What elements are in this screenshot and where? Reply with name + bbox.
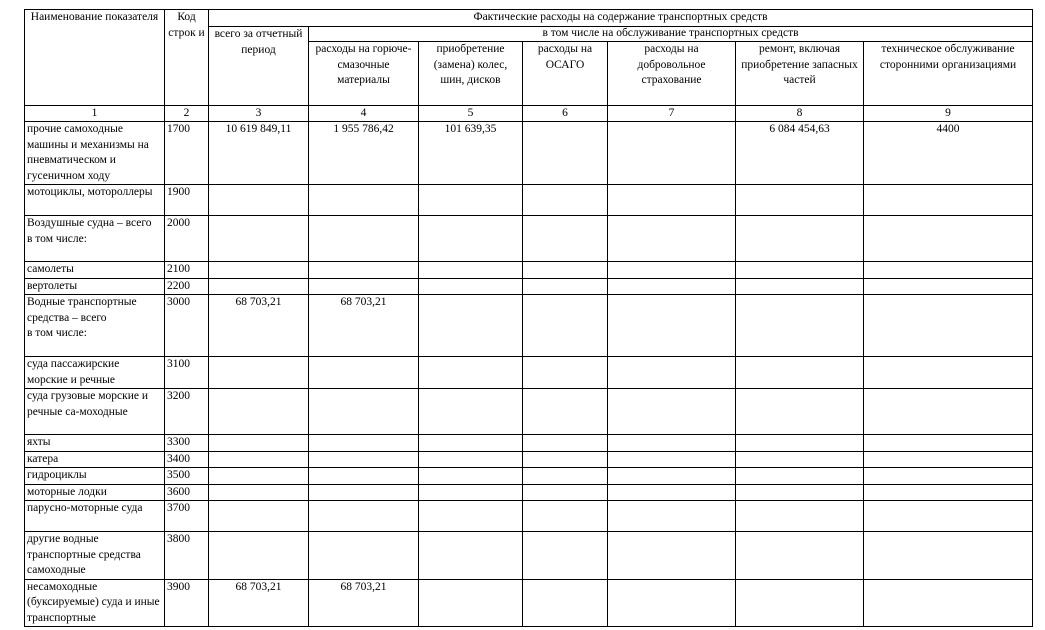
osago-cell: [523, 295, 608, 357]
row-name-cell: другие водные транспортные средства самоходные: [25, 532, 165, 580]
fuel-cell: [309, 262, 419, 279]
table-row: [25, 468, 1033, 485]
osago-cell: [523, 278, 608, 295]
osago-cell: [523, 484, 608, 501]
fuel-cell: [309, 389, 419, 435]
row-name-cell: моторные лодки: [25, 484, 165, 501]
row-code-cell: 3100: [165, 357, 209, 389]
total-cell: 10 619 849,11: [209, 122, 309, 185]
voluntary-cell: [608, 435, 736, 452]
repair-cell: [736, 262, 864, 279]
table-row: [25, 435, 1033, 452]
expenses-table: [24, 9, 1033, 627]
repair-cell: [736, 484, 864, 501]
table-row: [25, 501, 1033, 532]
repair-cell: [736, 501, 864, 532]
fuel-cell: [309, 501, 419, 532]
osago-cell: [523, 435, 608, 452]
voluntary-cell: [608, 389, 736, 435]
voluntary-cell: [608, 468, 736, 485]
total-cell: 68 703,21: [209, 579, 309, 627]
fuel-cell: [309, 484, 419, 501]
voluntary-cell: [608, 295, 736, 357]
wheels-cell: [419, 262, 523, 279]
fuel-cell: [309, 532, 419, 580]
header-wheels-tires: приобретение (замена) колес, шин, дисков: [419, 42, 523, 106]
repair-cell: [736, 278, 864, 295]
row-code-cell: 3700: [165, 501, 209, 532]
total-cell: [209, 357, 309, 389]
voluntary-cell: [608, 262, 736, 279]
wheels-cell: [419, 451, 523, 468]
total-cell: [209, 484, 309, 501]
column-number: 9: [864, 106, 1033, 122]
service-cell: [864, 216, 1033, 262]
wheels-cell: [419, 435, 523, 452]
fuel-cell: 68 703,21: [309, 579, 419, 627]
voluntary-cell: [608, 532, 736, 580]
service-cell: [864, 389, 1033, 435]
row-name-cell: вертолеты: [25, 278, 165, 295]
header-including-service: в том числе на обслуживание транспортных средств: [309, 27, 1033, 42]
row-code-cell: 3200: [165, 389, 209, 435]
service-cell: 4400: [864, 122, 1033, 185]
voluntary-cell: [608, 484, 736, 501]
repair-cell: [736, 295, 864, 357]
row-name-cell: Воздушные судна – всего в том числе:: [25, 216, 165, 262]
header-indicator-name: Наименование показателя: [25, 10, 165, 106]
row-code-cell: 3300: [165, 435, 209, 452]
row-name-cell: катера: [25, 451, 165, 468]
table-row: [25, 579, 1033, 627]
fuel-cell: [309, 278, 419, 295]
row-name-cell: Водные транспортные средства – всего в том числе:: [25, 295, 165, 357]
voluntary-cell: [608, 216, 736, 262]
voluntary-cell: [608, 122, 736, 185]
wheels-cell: 101 639,35: [419, 122, 523, 185]
wheels-cell: [419, 185, 523, 216]
service-cell: [864, 295, 1033, 357]
fuel-cell: [309, 451, 419, 468]
column-number: 1: [25, 106, 165, 122]
total-cell: [209, 435, 309, 452]
osago-cell: [523, 468, 608, 485]
table-row: [25, 216, 1033, 262]
voluntary-cell: [608, 357, 736, 389]
total-cell: [209, 262, 309, 279]
column-numbers-row: [25, 106, 1033, 122]
repair-cell: [736, 532, 864, 580]
row-code-cell: 3600: [165, 484, 209, 501]
repair-cell: [736, 451, 864, 468]
osago-cell: [523, 185, 608, 216]
wheels-cell: [419, 389, 523, 435]
service-cell: [864, 468, 1033, 485]
voluntary-cell: [608, 501, 736, 532]
osago-cell: [523, 532, 608, 580]
table-row: [25, 389, 1033, 435]
fuel-cell: [309, 468, 419, 485]
wheels-cell: [419, 216, 523, 262]
table-row: [25, 357, 1033, 389]
total-cell: 68 703,21: [209, 295, 309, 357]
service-cell: [864, 501, 1033, 532]
wheels-cell: [419, 468, 523, 485]
row-name-cell: яхты: [25, 435, 165, 452]
column-number: 4: [309, 106, 419, 122]
service-cell: [864, 579, 1033, 627]
repair-cell: [736, 185, 864, 216]
table-row: [25, 295, 1033, 357]
row-code-cell: 3000: [165, 295, 209, 357]
service-cell: [864, 532, 1033, 580]
row-code-cell: 2000: [165, 216, 209, 262]
column-number: 7: [608, 106, 736, 122]
total-cell: [209, 389, 309, 435]
total-cell: [209, 501, 309, 532]
total-cell: [209, 216, 309, 262]
table-row: [25, 122, 1033, 185]
table-row: [25, 185, 1033, 216]
fuel-cell: 1 955 786,42: [309, 122, 419, 185]
wheels-cell: [419, 295, 523, 357]
repair-cell: [736, 435, 864, 452]
fuel-cell: [309, 216, 419, 262]
header-repair: ремонт, включая приобретение запасных частей: [736, 42, 864, 106]
total-cell: [209, 278, 309, 295]
service-cell: [864, 278, 1033, 295]
osago-cell: [523, 501, 608, 532]
row-code-cell: 1700: [165, 122, 209, 185]
row-name-cell: гидроциклы: [25, 468, 165, 485]
row-code-cell: 3400: [165, 451, 209, 468]
repair-cell: [736, 357, 864, 389]
wheels-cell: [419, 532, 523, 580]
header-maintenance: техническое обслуживание сторонними организациями: [864, 42, 1033, 106]
voluntary-cell: [608, 278, 736, 295]
service-cell: [864, 357, 1033, 389]
row-code-cell: 1900: [165, 185, 209, 216]
header-osago: расходы на ОСАГО: [523, 42, 608, 106]
row-name-cell: прочие самоходные машины и механизмы на пневматическом и гусеничном ходу: [25, 122, 165, 185]
osago-cell: [523, 216, 608, 262]
row-code-cell: 2100: [165, 262, 209, 279]
repair-cell: [736, 468, 864, 485]
header-fuel-lubricants: расходы на горюче-смазочные материалы: [309, 42, 419, 106]
row-name-cell: несамоходные (буксируемые) суда и иные транспортные: [25, 579, 165, 627]
repair-cell: 6 084 454,63: [736, 122, 864, 185]
row-name-cell: суда пассажирские морские и речные: [25, 357, 165, 389]
wheels-cell: [419, 357, 523, 389]
service-cell: [864, 484, 1033, 501]
wheels-cell: [419, 579, 523, 627]
voluntary-cell: [608, 185, 736, 216]
repair-cell: [736, 579, 864, 627]
service-cell: [864, 185, 1033, 216]
row-code-cell: 2200: [165, 278, 209, 295]
table-row: [25, 451, 1033, 468]
repair-cell: [736, 389, 864, 435]
osago-cell: [523, 357, 608, 389]
total-cell: [209, 468, 309, 485]
service-cell: [864, 451, 1033, 468]
column-number: 2: [165, 106, 209, 122]
row-name-cell: мотоциклы, мотороллеры: [25, 185, 165, 216]
fuel-cell: [309, 185, 419, 216]
row-name-cell: парусно-моторные суда: [25, 501, 165, 532]
column-number: 8: [736, 106, 864, 122]
osago-cell: [523, 579, 608, 627]
row-name-cell: суда грузовые морские и речные са-моходные: [25, 389, 165, 435]
column-number: 5: [419, 106, 523, 122]
wheels-cell: [419, 501, 523, 532]
wheels-cell: [419, 278, 523, 295]
table-row: [25, 278, 1033, 295]
table-body: [25, 122, 1033, 627]
fuel-cell: [309, 435, 419, 452]
column-number: 6: [523, 106, 608, 122]
voluntary-cell: [608, 579, 736, 627]
table-row: [25, 262, 1033, 279]
fuel-cell: 68 703,21: [309, 295, 419, 357]
total-cell: [209, 185, 309, 216]
fuel-cell: [309, 357, 419, 389]
column-number: 3: [209, 106, 309, 122]
osago-cell: [523, 262, 608, 279]
total-cell: [209, 532, 309, 580]
service-cell: [864, 435, 1033, 452]
row-code-cell: 3900: [165, 579, 209, 627]
header-line-code: Код строк и: [165, 10, 209, 106]
service-cell: [864, 262, 1033, 279]
header-actual-expenses: Фактические расходы на содержание транспортных средств: [209, 10, 1033, 27]
osago-cell: [523, 122, 608, 185]
osago-cell: [523, 389, 608, 435]
header-total-period: всего за отчетный период: [209, 27, 309, 106]
table-row: [25, 532, 1033, 580]
row-code-cell: 3800: [165, 532, 209, 580]
row-code-cell: 3500: [165, 468, 209, 485]
osago-cell: [523, 451, 608, 468]
total-cell: [209, 451, 309, 468]
repair-cell: [736, 216, 864, 262]
table-row: [25, 484, 1033, 501]
row-name-cell: самолеты: [25, 262, 165, 279]
voluntary-cell: [608, 451, 736, 468]
header-voluntary-insurance: расходы на добровольное страхование: [608, 42, 736, 106]
wheels-cell: [419, 484, 523, 501]
